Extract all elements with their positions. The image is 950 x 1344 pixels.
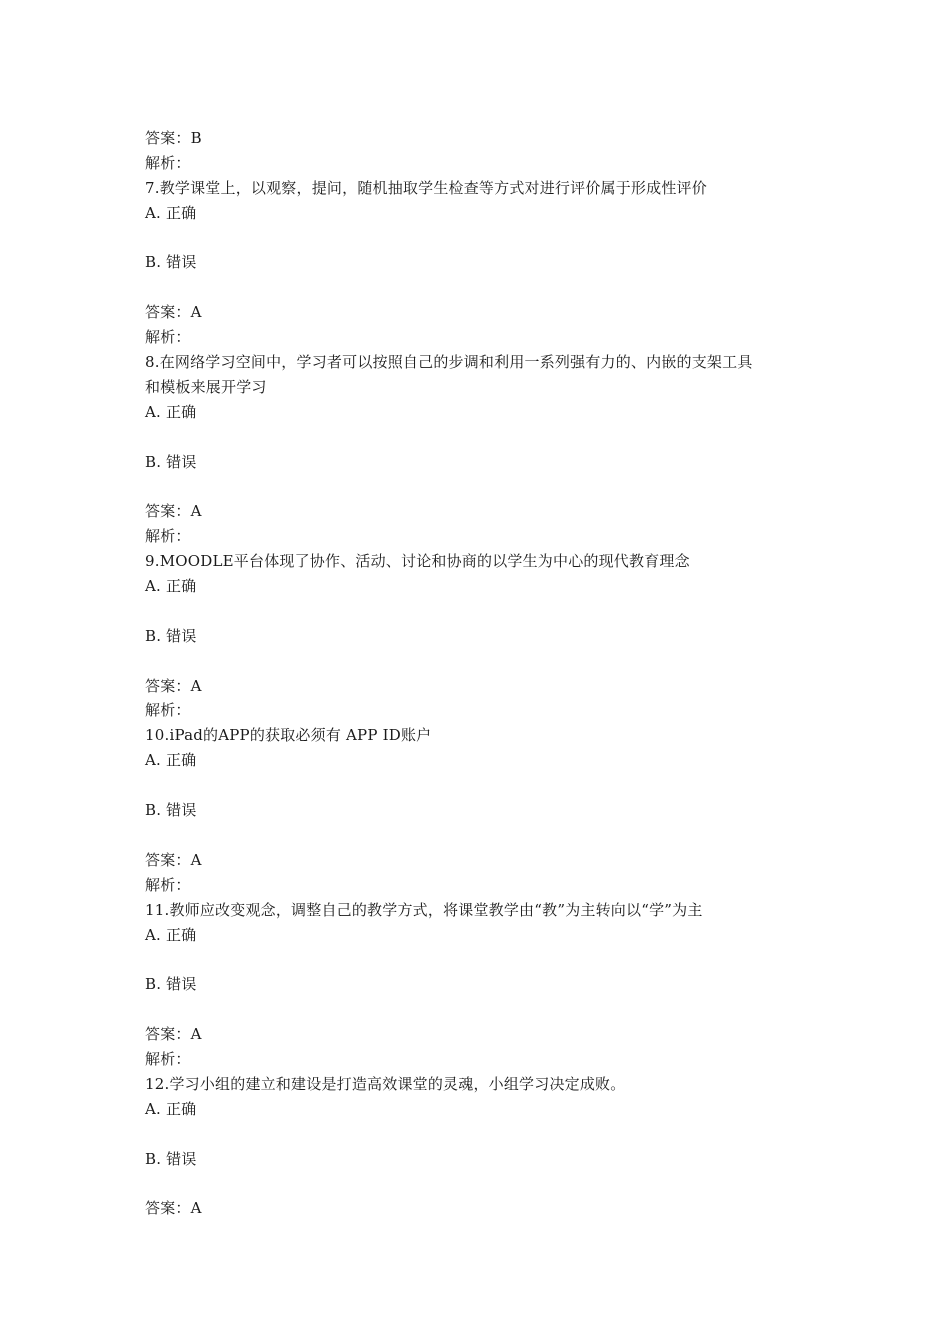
spacer (145, 226, 825, 251)
question-list (145, 126, 825, 1221)
question-text: 11.教师应改变观念，调整自己的教学方式，将课堂教学由“教”为主转向以“学”为主 (145, 900, 703, 919)
option-b: B. 错误 (145, 626, 197, 645)
option-a: A. 正确 (145, 1099, 197, 1118)
answer-label: 答案：A (145, 502, 202, 521)
question-text: 9.MOODLE平台体现了协作、活动、讨论和协商的以学生为中心的现代教育理念 (145, 552, 690, 571)
answer-label: 答案：A (145, 676, 202, 695)
spacer (145, 425, 825, 450)
spacer (145, 599, 825, 624)
spacer (145, 947, 825, 972)
spacer (145, 997, 825, 1022)
answer-label: 答案：A (145, 1199, 202, 1218)
answer-label: 答案：A (145, 850, 202, 869)
option-b: B. 错误 (145, 975, 197, 994)
spacer (145, 773, 825, 798)
spacer (145, 823, 825, 848)
option-a: A. 正确 (145, 925, 197, 944)
option-a: A. 正确 (145, 402, 197, 421)
option-a: A. 正确 (145, 203, 197, 222)
analysis-label: 解析： (145, 527, 191, 546)
question-text: 12.学习小组的建立和建设是打造高效课堂的灵魂，小组学习决定成败。 (145, 1074, 626, 1093)
spacer (145, 649, 825, 674)
spacer (145, 474, 825, 499)
analysis-label: 解析： (145, 1049, 191, 1068)
option-a: A. 正确 (145, 577, 197, 596)
analysis-label: 解析： (145, 153, 191, 172)
option-b: B. 错误 (145, 1149, 197, 1168)
answer-label: 答案：B (145, 129, 202, 147)
option-b: B. 错误 (145, 452, 197, 471)
analysis-label: 解析： (145, 875, 191, 894)
question-text-line1: 8.在网络学习空间中，学习者可以按照自己的步调和利用一系列强有力的、内嵌的支架工具 (145, 353, 753, 372)
analysis-label: 解析： (145, 701, 191, 720)
answer-label: 答案：A (145, 303, 202, 322)
answer-label: 答案：A (145, 1025, 202, 1044)
spacer (145, 1171, 825, 1196)
option-b: B. 错误 (145, 801, 197, 820)
question-text: 7.教学课堂上，以观察，提问，随机抽取学生检查等方式对进行评价属于形成性评价 (145, 178, 707, 197)
question-text: 10.iPad的APP的获取必须有 APP ID账户 (145, 726, 432, 745)
analysis-label: 解析： (145, 328, 191, 347)
option-b: B. 错误 (145, 253, 197, 272)
question-text-line2: 和模板来展开学习 (145, 377, 267, 396)
spacer (145, 1122, 825, 1147)
option-a: A. 正确 (145, 751, 197, 770)
spacer (145, 275, 825, 300)
